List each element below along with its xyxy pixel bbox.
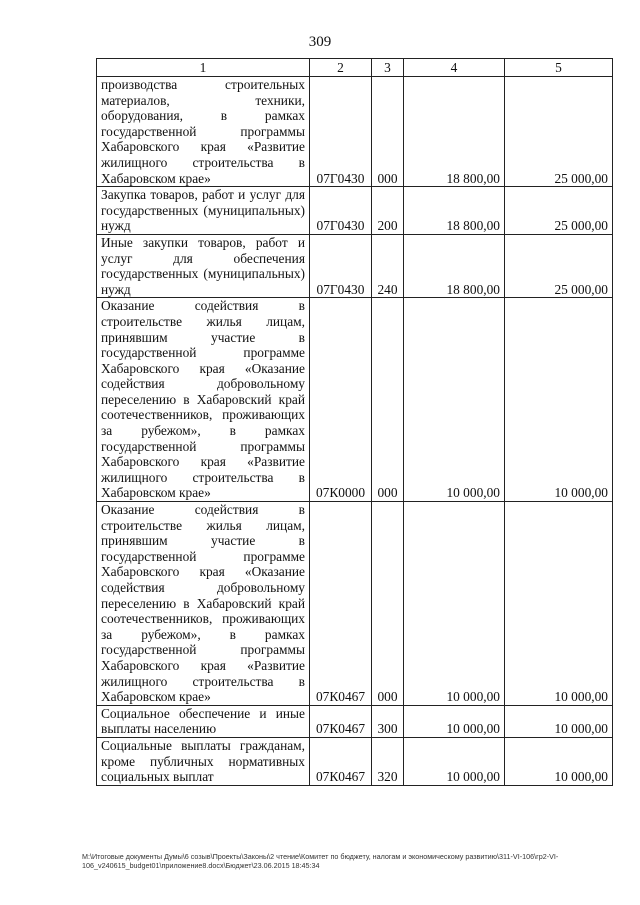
row-type: 000 (372, 77, 404, 187)
row-code: 07К0467 (310, 705, 372, 737)
row-value-2: 25 000,00 (505, 187, 613, 235)
row-name: Социальное обеспечение и иные выплаты населению (97, 705, 310, 737)
row-code: 07Г0430 (310, 77, 372, 187)
page-number: 309 (308, 34, 332, 50)
header-col-1: 1 (97, 59, 310, 77)
row-value-1: 18 800,00 (404, 234, 505, 297)
row-value-2: 10 000,00 (505, 737, 613, 785)
row-code: 07К0467 (310, 502, 372, 706)
row-value-1: 10 000,00 (404, 705, 505, 737)
header-col-5: 5 (505, 59, 613, 77)
row-type: 300 (372, 705, 404, 737)
header-col-4: 4 (404, 59, 505, 77)
row-name: Социальные выплаты гражданам, кроме публичных нормативных социальных выплат (97, 737, 310, 785)
row-value-2: 10 000,00 (505, 705, 613, 737)
row-code: 07К0467 (310, 737, 372, 785)
row-name: производства строительных материалов, техники, оборудования, в рамках государственной программы Хабаровского края «Развитие жилищного строительства в Хабаровском крае» (97, 77, 310, 187)
table-row (97, 298, 613, 502)
row-value-1: 10 000,00 (404, 298, 505, 502)
row-type: 240 (372, 234, 404, 297)
row-name: Оказание содействия в строительстве жилья лицам, принявшим участие в государственной программе Хабаровского края «Оказание содействия добровольному переселению в Хабаровский край соотечественников, проживающих за рубежом», в рамках государственной программы Хабаровского края «Развитие жилищного строительства в Хабаровском крае» (97, 502, 310, 706)
table-row (97, 502, 613, 706)
row-value-2: 25 000,00 (505, 77, 613, 187)
row-type: 320 (372, 737, 404, 785)
table-row (97, 77, 613, 187)
row-type: 000 (372, 502, 404, 706)
row-code: 07К0000 (310, 298, 372, 502)
header-col-2: 2 (310, 59, 372, 77)
row-name: Иные закупки товаров, работ и услуг для обеспечения государственных (муниципальных) нужд (97, 234, 310, 297)
row-type: 200 (372, 187, 404, 235)
row-value-1: 10 000,00 (404, 502, 505, 706)
row-name: Оказание содействия в строительстве жилья лицам, принявшим участие в государственной программе Хабаровского края «Оказание содействия добровольному переселению в Хабаровский край соотечественников, проживающих за рубежом», в рамках государственной программы Хабаровского края «Развитие жилищного строительства в Хабаровском крае» (97, 298, 310, 502)
table-row (97, 234, 613, 297)
row-value-2: 25 000,00 (505, 234, 613, 297)
row-value-2: 10 000,00 (505, 502, 613, 706)
row-value-1: 10 000,00 (404, 737, 505, 785)
row-code: 07Г0430 (310, 234, 372, 297)
table-row (97, 737, 613, 785)
row-value-1: 18 800,00 (404, 187, 505, 235)
row-name: Закупка товаров, работ и услуг для государственных (муниципальных) нужд (97, 187, 310, 235)
row-code: 07Г0430 (310, 187, 372, 235)
header-col-3: 3 (372, 59, 404, 77)
row-type: 000 (372, 298, 404, 502)
row-value-2: 10 000,00 (505, 298, 613, 502)
row-value-1: 18 800,00 (404, 77, 505, 187)
table-row (97, 187, 613, 235)
budget-table (96, 58, 613, 786)
file-path-footer: M:\Итоговые документы Думы\6 созыв\Проекты\Законы\2 чтение\Комитет по бюджету, налогам и экономическому развитию\311-VI-106\гр2-VI-106_v240615_budget01\приложение8.docx\Бюджет\23.06.2015 18:45:34 (82, 852, 559, 870)
table-row (97, 705, 613, 737)
header-row (97, 59, 613, 77)
